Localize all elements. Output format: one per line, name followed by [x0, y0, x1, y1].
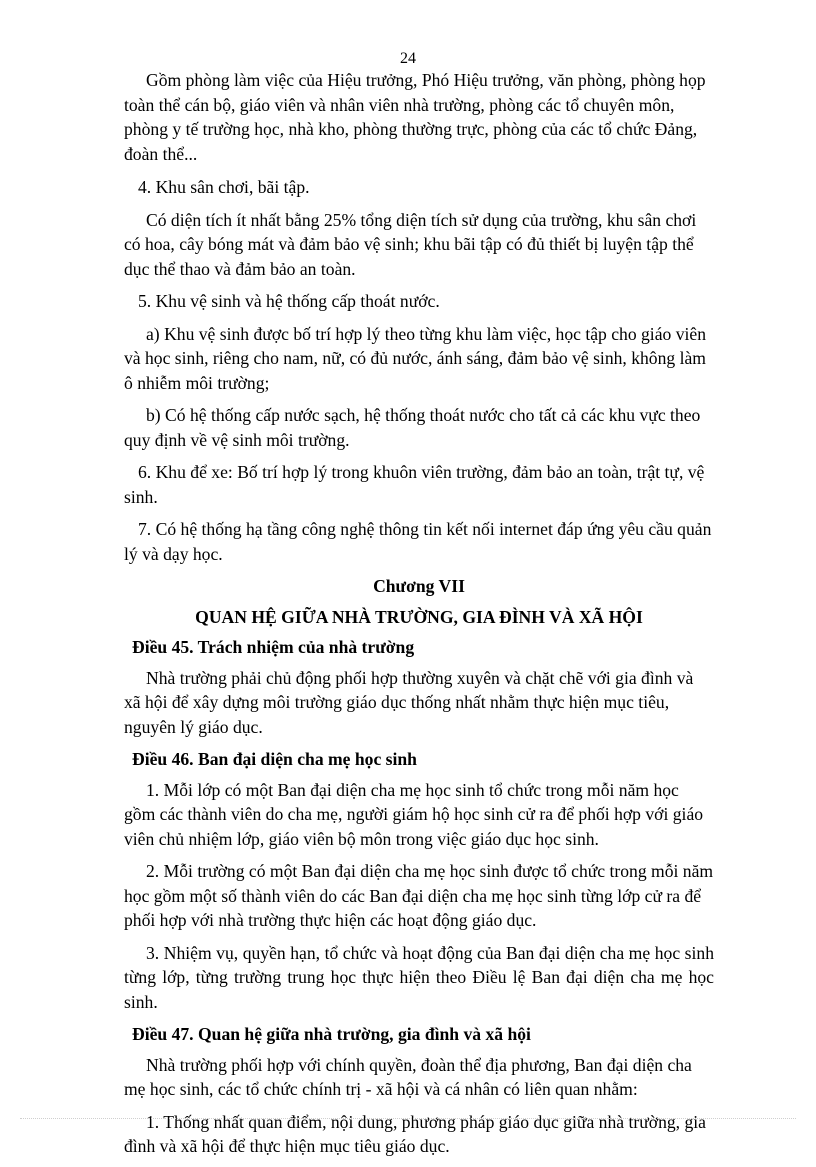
article-47-heading: Điều 47. Quan hệ giữa nhà trường, gia đình và xã hội	[132, 1024, 531, 1044]
item-4-heading: 4. Khu sân chơi, bãi tập.	[138, 177, 310, 197]
footer-divider	[20, 1118, 796, 1119]
article-46-paragraph-2: 2. Mỗi trường có một Ban đại diện cha mẹ học sinh được tổ chức trong mỗi năm học gồm một số thành viên do các Ban đại diện cha mẹ học sinh từng lớp cử ra để phối hợp với nhà trường thực hiện các hoạt động giáo dục.	[124, 861, 714, 930]
item-5-heading: 5. Khu vệ sinh và hệ thống cấp thoát nước.	[138, 291, 440, 311]
chapter-title: QUAN HỆ GIỮA NHÀ TRƯỜNG, GIA ĐÌNH VÀ XÃ HỘI	[195, 606, 643, 627]
chapter-number: Chương VII	[373, 576, 465, 596]
paragraph-playground: Có diện tích ít nhất bằng 25% tổng diện tích sử dụng của trường, khu sân chơi có hoa, cây bóng mát và đảm bảo vệ sinh; khu bãi tập có đủ thiết bị luyện tập thể dục thể thao và đảm bảo an toàn.	[124, 209, 697, 279]
paragraph-5a: a) Khu vệ sinh được bố trí hợp lý theo từng khu làm việc, học tập cho giáo viên và học sinh, riêng cho nam, nữ, có đủ nước, ánh sáng, đảm bảo vệ sinh, không làm ô nhiễm môi trường;	[124, 323, 706, 393]
article-46-paragraph-3: 3. Nhiệm vụ, quyền hạn, tổ chức và hoạt động của Ban đại diện cha mẹ học sinh từng lớp, từng trường trung học thực hiện theo Điều lệ Ban đại diện cha mẹ học sinh.	[124, 942, 714, 1012]
page-number: 24	[400, 50, 416, 67]
article-46-heading: Điều 46. Ban đại diện cha mẹ học sinh	[132, 749, 417, 769]
article-45-paragraph: Nhà trường phải chủ động phối hợp thường xuyên và chặt chẽ với gia đình và xã hội để xây dựng môi trường giáo dục thống nhất nhằm thực hiện mục tiêu, nguyên lý giáo dục.	[124, 667, 694, 737]
article-46-paragraph-1: 1. Mỗi lớp có một Ban đại diện cha mẹ học sinh tổ chức trong mỗi năm học gồm các thành viên do cha mẹ, người giám hộ học sinh cử ra để phối hợp với giáo viên chủ nhiệm lớp, giáo viên bộ môn trong việc giáo dục học sinh.	[124, 779, 704, 849]
article-47-paragraph-1: Nhà trường phối hợp với chính quyền, đoàn thể địa phương, Ban đại diện cha mẹ học sinh, các tổ chức chính trị - xã hội và cá nhân có liên quan nhằm:	[124, 1054, 692, 1099]
article-47-paragraph-2: 1. Thống nhất quan điểm, nội dung, phương pháp giáo dục giữa nhà trường, gia đình và xã hội để thực hiện mục tiêu giáo dục.	[124, 1111, 706, 1156]
paragraph-offices: Gồm phòng làm việc của Hiệu trưởng, Phó Hiệu trưởng, văn phòng, phòng họp toàn thể cán bộ, giáo viên và nhân viên nhà trường, phòng các tổ chuyên môn, phòng y tế trường học, nhà kho, phòng thường trực, phòng của các tổ chức Đảng, đoàn thể...	[124, 70, 706, 164]
item-7: 7. Có hệ thống hạ tầng công nghệ thông tin kết nối internet đáp ứng yêu cầu quản lý và dạy học.	[124, 519, 712, 564]
item-6: 6. Khu để xe: Bố trí hợp lý trong khuôn viên trường, đảm bảo an toàn, trật tự, vệ sinh.	[124, 462, 705, 507]
document-body	[124, 68, 714, 1167]
paragraph-5b: b) Có hệ thống cấp nước sạch, hệ thống thoát nước cho tất cả các khu vực theo quy định về vệ sinh môi trường.	[124, 405, 701, 450]
article-45-heading: Điều 45. Trách nhiệm của nhà trường	[132, 637, 415, 657]
